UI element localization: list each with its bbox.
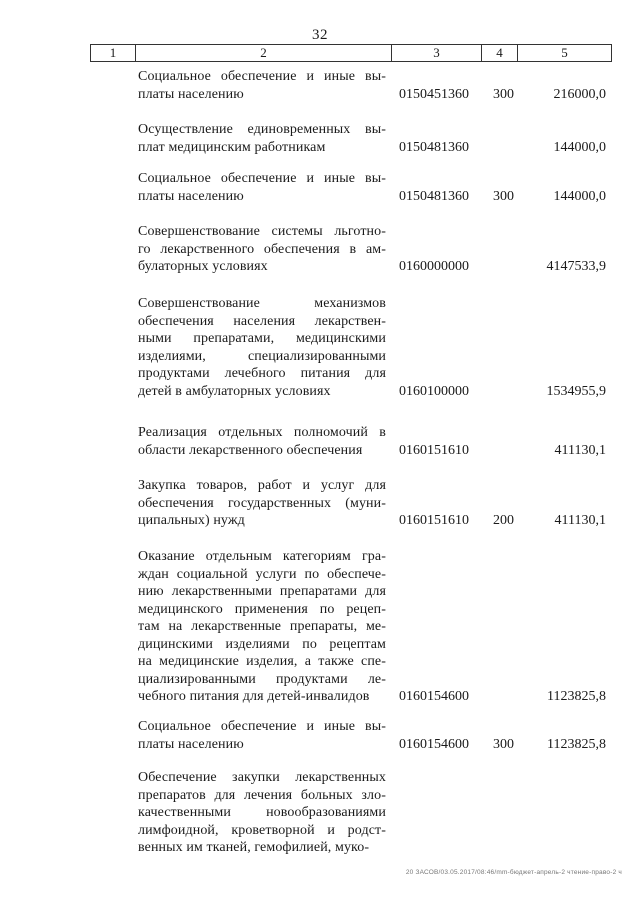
target-article-code: 0160100000 bbox=[399, 383, 469, 399]
row-description-line: Социальное обеспечение и иные вы- bbox=[138, 69, 386, 84]
row-description-line: детей в амбулаторных условиях bbox=[138, 383, 331, 399]
page-number: 32 bbox=[312, 27, 328, 43]
document-footer-stamp: 20 ЗАСОВ/03.05.2017/08:46/mm-бюджет-апрель-2 чтение-право-2 ч bbox=[405, 869, 622, 876]
row-description bbox=[138, 718, 386, 753]
expense-type-code: 200 bbox=[493, 513, 514, 528]
row-description-line: обеспечения государственных (муни- bbox=[138, 495, 386, 511]
row-description-line: платы населению bbox=[138, 86, 244, 102]
target-article-code: 0150481360 bbox=[399, 188, 469, 204]
row-description-line: обеспечения населения лекарствен- bbox=[138, 313, 386, 329]
row-description bbox=[138, 223, 386, 276]
column-3-number: 3 bbox=[392, 45, 482, 61]
row-description-line: циализированными продуктами ле- bbox=[138, 671, 386, 687]
row-description-line: платы населению bbox=[138, 188, 244, 204]
row-description-line: там на лекарственные препараты, ме- bbox=[138, 619, 386, 634]
amount-value: 411130,1 bbox=[554, 442, 606, 458]
expense-type-code: 300 bbox=[493, 86, 514, 102]
column-2-number: 2 bbox=[136, 45, 392, 61]
amount-value: 216000,0 bbox=[553, 86, 606, 102]
row-description-line: плат медицинским работникам bbox=[138, 139, 326, 155]
row-description-line: Совершенствование системы льготно- bbox=[138, 224, 386, 239]
amount-value: 144000,0 bbox=[553, 139, 606, 155]
target-article-code: 0160000000 bbox=[399, 259, 469, 274]
amount-value: 1534955,9 bbox=[546, 383, 606, 399]
row-description-line: платы населению bbox=[138, 736, 244, 752]
row-description-line: Закупка товаров, работ и услуг для bbox=[138, 478, 386, 493]
expense-type-code: 300 bbox=[493, 736, 514, 752]
row-description-line: венных им тканей, гемофилией, муко- bbox=[138, 840, 370, 855]
row-description bbox=[138, 295, 386, 400]
row-description-line: го лекарственного обеспечения в ам- bbox=[138, 241, 386, 257]
row-description-line: качественными новообразованиями bbox=[138, 805, 386, 820]
row-description-line: изделиями, специализированными bbox=[138, 348, 386, 364]
amount-value: 144000,0 bbox=[553, 188, 606, 204]
amount-value: 1123825,8 bbox=[547, 689, 606, 704]
row-description-line: препаратов для лечения больных зло- bbox=[138, 787, 386, 803]
row-description bbox=[138, 424, 386, 459]
target-article-code: 0150451360 bbox=[399, 86, 469, 102]
row-description-line: булаторных условиях bbox=[138, 259, 268, 274]
row-description-line: Реализация отдельных полномочий в bbox=[138, 425, 386, 440]
row-description bbox=[138, 170, 386, 205]
row-description-line: ципальных) нужд bbox=[138, 513, 245, 528]
row-description-line: Социальное обеспечение и иные вы- bbox=[138, 719, 386, 734]
row-description bbox=[138, 548, 386, 706]
row-description-line: Социальное обеспечение и иные вы- bbox=[138, 171, 386, 186]
target-article-code: 0160154600 bbox=[399, 736, 469, 752]
row-description-line: ными препаратами, медицинскими bbox=[138, 331, 386, 346]
row-description bbox=[138, 477, 386, 530]
row-description-line: дицинскими изделиями по рецептам bbox=[138, 636, 386, 652]
row-description-line: продуктами лечебного питания для bbox=[138, 366, 386, 381]
target-article-code: 0160151610 bbox=[399, 442, 469, 458]
amount-value: 1123825,8 bbox=[547, 736, 606, 752]
row-description-line: чебного питания для детей-инвалидов bbox=[138, 689, 370, 704]
row-description bbox=[138, 68, 386, 103]
target-article-code: 0160154600 bbox=[399, 689, 469, 704]
column-1-number: 1 bbox=[91, 45, 136, 61]
row-description-line: Оказание отдельным категориям гра- bbox=[138, 549, 386, 564]
row-description bbox=[138, 769, 386, 857]
amount-value: 411130,1 bbox=[554, 513, 606, 528]
target-article-code: 0160151610 bbox=[399, 513, 469, 528]
row-description-line: области лекарственного обеспечения bbox=[138, 442, 363, 458]
row-description bbox=[138, 121, 386, 156]
column-4-number: 4 bbox=[482, 45, 518, 61]
expense-type-code: 300 bbox=[493, 188, 514, 204]
target-article-code: 0150481360 bbox=[399, 139, 469, 155]
row-description-line: Осуществление единовременных вы- bbox=[138, 122, 386, 137]
row-description-line: ждан социальной услуги по обеспече- bbox=[138, 566, 386, 582]
row-description-line: Совершенствование механизмов bbox=[138, 296, 386, 311]
amount-value: 4147533,9 bbox=[546, 259, 606, 274]
row-description-line: лимфоидной, кроветворной и родст- bbox=[138, 822, 386, 838]
row-description-line: Обеспечение закупки лекарственных bbox=[138, 770, 386, 785]
column-5-number: 5 bbox=[561, 45, 568, 60]
row-description-line: медицинского применения по рецеп- bbox=[138, 601, 386, 617]
row-description-line: на медицинские изделия, а также спе- bbox=[138, 654, 386, 669]
row-description-line: нию лекарственными препаратами для bbox=[138, 584, 386, 599]
